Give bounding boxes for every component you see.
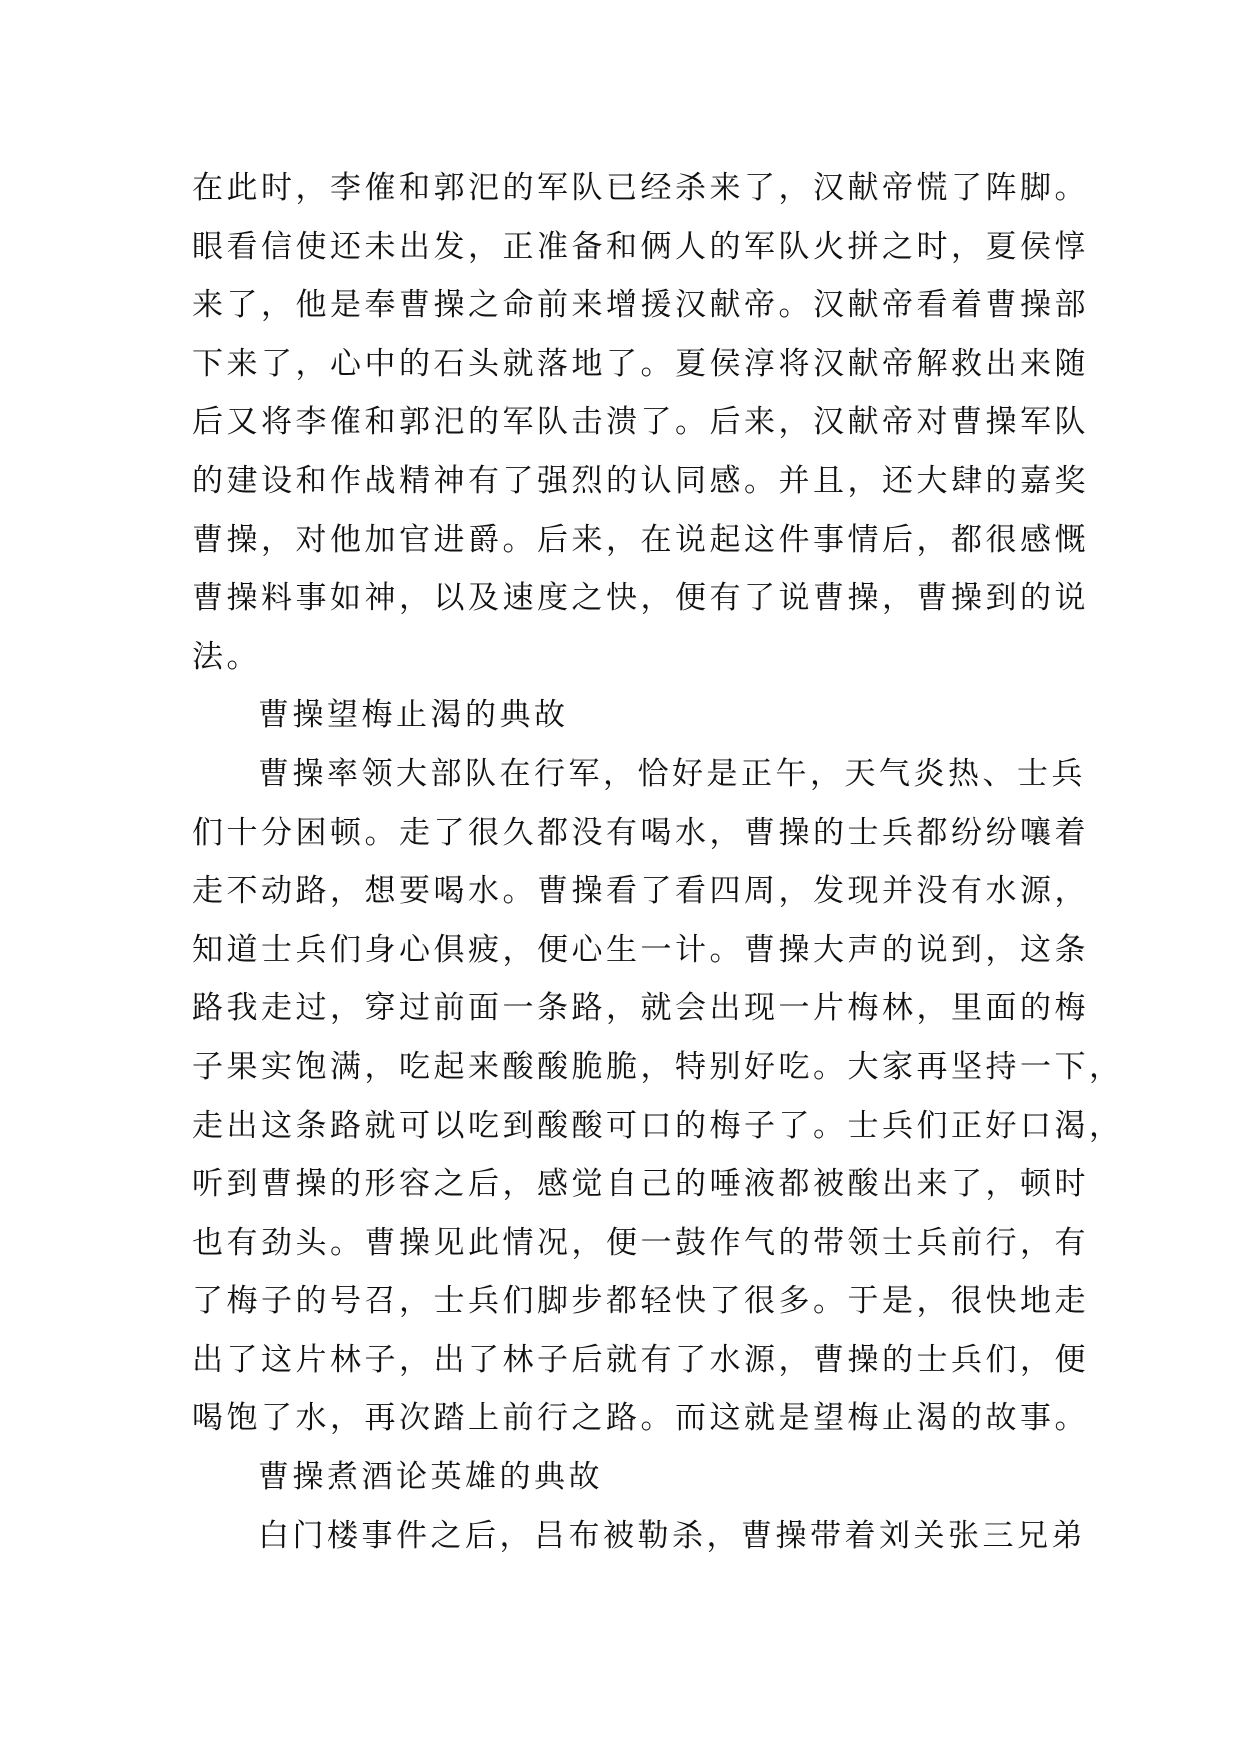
paragraph-line: 曹操料事如神，以及速度之快，便有了说曹操，曹操到的说 [192, 580, 1089, 617]
paragraph-line: 们十分困顿。走了很久都没有喝水，曹操的士兵都纷纷嚷着 [192, 814, 1089, 851]
paragraph-line-indented: 曹操望梅止渴的典故 [258, 697, 569, 734]
paragraph-line: 了梅子的号召，士兵们脚步都轻快了很多。于是，很快地走 [192, 1283, 1089, 1320]
paragraph-line: 下来了，心中的石头就落地了。夏侯淳将汉献帝解救出来随 [192, 345, 1089, 382]
paragraph-line: 出了这片林子，出了林子后就有了水源，曹操的士兵们，便 [192, 1341, 1089, 1378]
paragraph-line: 听到曹操的形容之后，感觉自己的唾液都被酸出来了，顿时 [192, 1166, 1089, 1203]
paragraph-line: 喝饱了水，再次踏上前行之路。而这就是望梅止渴的故事。 [192, 1400, 1089, 1437]
paragraph-line: 在此时，李傕和郭汜的军队已经杀来了，汉献帝慌了阵脚。 [192, 170, 1089, 206]
paragraph-line: 的建设和作战精神有了强烈的认同感。并且，还大肆的嘉奖 [192, 462, 1089, 499]
paragraph-line: 走出这条路就可以吃到酸酸可口的梅子了。士兵们正好口渴， [192, 1107, 1124, 1144]
paragraph-line-indented: 曹操煮酒论英雄的典故 [258, 1459, 603, 1496]
paragraph-line: 法。 [192, 638, 261, 675]
paragraph-line: 后又将李傕和郭汜的军队击溃了。后来，汉献帝对曹操军队 [192, 404, 1089, 441]
body-text [192, 159, 1124, 1565]
paragraph-line: 来了，他是奉曹操之命前来增援汉献帝。汉献帝看着曹操部 [192, 287, 1089, 324]
paragraph-line: 子果实饱满，吃起来酸酸脆脆，特别好吃。大家再坚持一下， [192, 1048, 1124, 1085]
paragraph-line: 路我走过，穿过前面一条路，就会出现一片梅林，里面的梅 [192, 990, 1089, 1027]
paragraph-line: 走不动路，想要喝水。曹操看了看四周，发现并没有水源， [192, 873, 1089, 910]
paragraph-line: 曹操，对他加官进爵。后来，在说起这件事情后，都很感慨 [192, 521, 1089, 558]
paragraph-line-indented: 白门楼事件之后，吕布被勒杀，曹操带着刘关张三兄弟 [258, 1517, 1086, 1554]
paragraph-line: 眼看信使还未出发，正准备和俩人的军队火拼之时，夏侯惇 [192, 228, 1089, 265]
paragraph-line-indented: 曹操率领大部队在行军，恰好是正午，天气炎热、士兵 [258, 755, 1086, 792]
paragraph-line: 知道士兵们身心俱疲，便心生一计。曹操大声的说到，这条 [192, 931, 1089, 968]
paragraph-line: 也有劲头。曹操见此情况，便一鼓作气的带领士兵前行，有 [192, 1224, 1089, 1261]
